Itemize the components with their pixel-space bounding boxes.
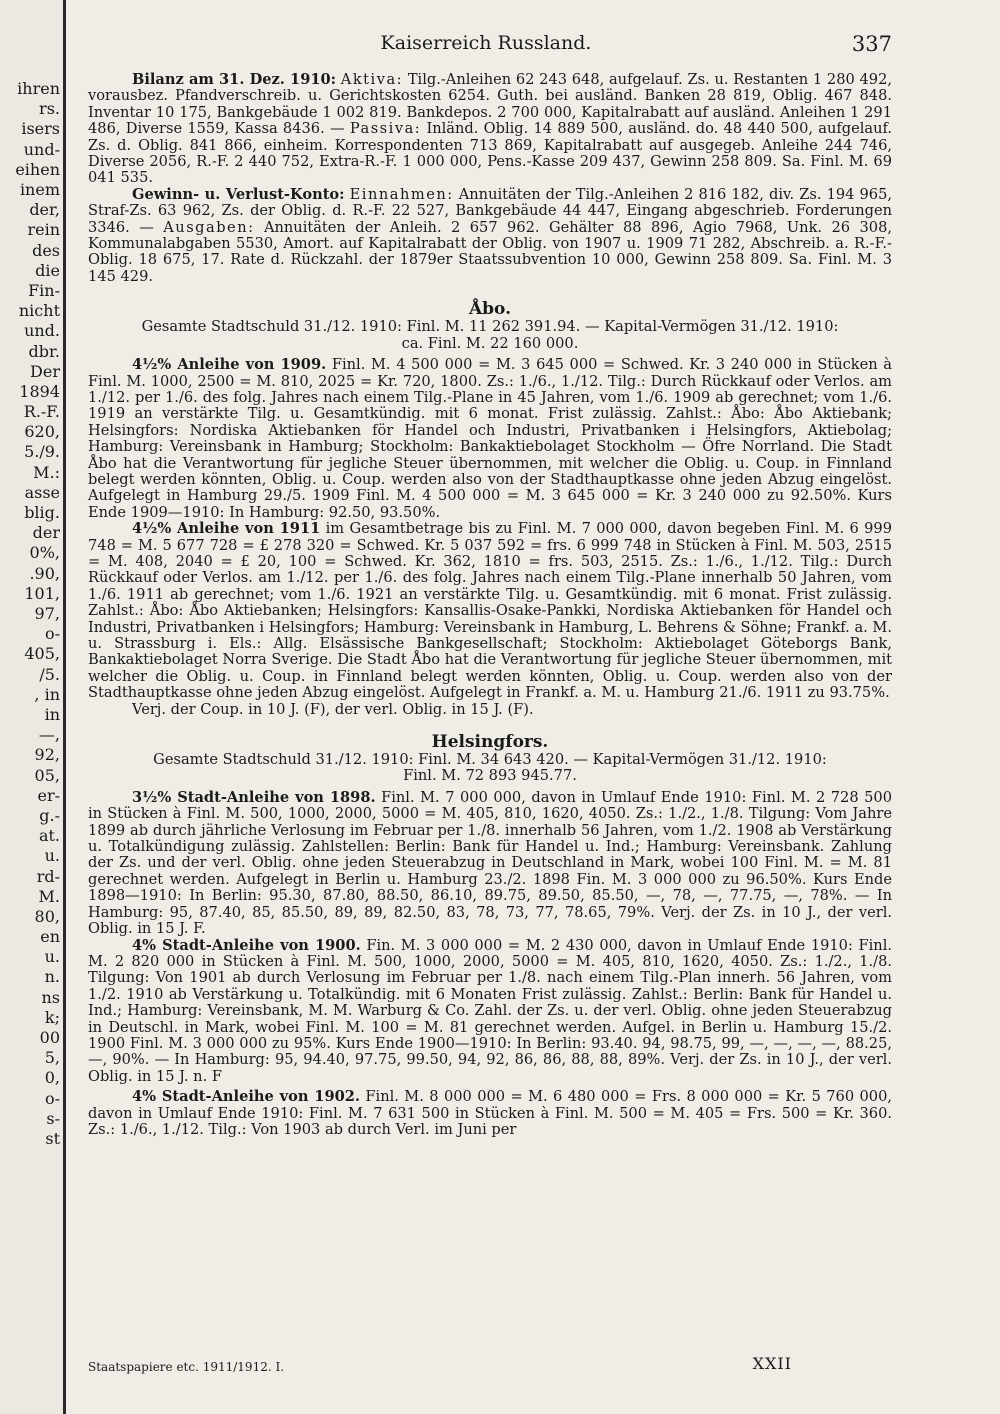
helsingfors-loan-1902-lead: 4% Stadt-Anleihe von 1902. [132, 1088, 360, 1106]
previous-page-fragment: und- [23, 139, 60, 159]
passiva-label: Passiva: [349, 120, 422, 138]
bilanz-aktiva-text: Tilg.-Anleihen 62 243 648, aufgelauf. Zs. u. Restanten 1 280 492, vorausbez. Pfandverschreib. u. Gerichtskosten 6254. Guth. bei ausländ. Banken 28 819, Oblig. 467 848. Inventar 10 175, Bankgebäude 1 002 819. Bankdepos. 2 700 000, Kapitalrabatt auf ausländ. Anleihen 1 291 486, Diverse 1559, Kassa 8436. — [88, 71, 893, 138]
previous-page-fragment: g.- [39, 805, 60, 825]
page-content [88, 72, 892, 1138]
footer-sheet-mark: XXII [752, 1354, 792, 1373]
page-footer [88, 1354, 892, 1378]
gewinn-einnahmen-text: Annuitäten der Tilg.-Anleihen 2 816 182, div. Zs. 194 965, Straf-Zs. 63 962, Zs. der Oblig. d. R.-F. 22 527, Bankgebäude 44 447, Eingang abgeschrieb. Forderungen 3346. — [88, 185, 892, 236]
bilanz-lead: Bilanz am 31. Dez. 1910: [132, 71, 337, 88]
previous-page-fragment: u. [44, 947, 60, 967]
abo-debt-line-1: Gesamte Stadtschuld 31./12. 1910: Finl. M. 11 262 391.94. — Kapital-Vermögen 31./12. 1910: [141, 318, 839, 336]
abo-loan-1911 [88, 521, 892, 701]
previous-page-fragment: eihen [15, 159, 60, 179]
previous-page-fragment: 620, [24, 422, 60, 442]
previous-page-fragment: 05, [34, 765, 60, 785]
helsingfors-debt-line-2: Finl. M. 72 893 945.77. [403, 767, 577, 785]
previous-page-fragment: ns [41, 987, 60, 1007]
previous-page-fragment: .90, [29, 563, 60, 583]
previous-page-fragment: inem [19, 179, 60, 199]
helsingfors-loan-1900-lead: 4% Stadt-Anleihe von 1900. [132, 936, 361, 954]
bilanz-paragraph [88, 72, 892, 187]
previous-page-fragment: M. [38, 886, 60, 906]
previous-page-fragment: o- [44, 624, 60, 644]
helsingfors-loan-1898 [88, 790, 892, 938]
city-heading-helsingfors: Helsingfors. [431, 732, 549, 753]
running-header [80, 32, 892, 56]
previous-page-fragment: er- [37, 785, 60, 805]
previous-page-fragment: —, [38, 725, 60, 745]
aktiva-label: Aktiva: [340, 71, 404, 88]
page-gutter-divider [63, 0, 66, 1414]
gewinn-lead: Gewinn- u. Verlust-Konto: [132, 185, 345, 203]
abo-loan-1911-lead: 4½% Anleihe von 1911 [132, 520, 321, 538]
abo-debt-line-2: ca. Finl. M. 22 160 000. [401, 334, 579, 352]
previous-page-fragment: isers [21, 119, 60, 139]
previous-page-fragment: blig. [24, 503, 60, 523]
previous-page-fragment: des [32, 240, 60, 260]
previous-page-fragment: , in [34, 684, 60, 704]
previous-page-fragment: ihren [17, 79, 60, 98]
helsingfors-loan-1900-text: Fin. M. 3 000 000 = M. 2 430 000, davon in Umlauf Ende 1910: Finl. M. 2 820 000 in Stücken à Finl. M. 500, 1000, 2000, 5000 = M. 405, 810, 1620, 4050. Zs.: 1./2., 1./8. Tilgung: Von 1901 ab durch Verlosung im Februar per 1./8. nach einem Tilg.-Plan innerh. 56 Jahren, vom 1./2. 1910 ab Verstärkung u. Totalkündig. mit 6 Monaten Frist zulässig. Zahlst.: Berlin: Bank für Handel u. Ind.; Hamburg: Vereinsbank, M. M. Warburg & Co. Zahl. der Zs. u. der verl. Oblig. ohne jeden Steuerabzug in Deutschl. in Mark, wobei Finl. M. 100 = M. 81 gerechnet werden. Aufgel. in Berlin u. Hamburg 15./2. 1900 Finl. M. 3 000 000 zu 95%. Kurs Ende 1900—1910: In Berlin: 93.40. 94, 98.75, 99, —, —, —, —, 88.25, —, 90%. — In Hamburg: 95, 94.40, 97.75, 99.50, 94, 92, 86, 86, 88, 88, 89%. Verj. der Zs. in 10 J., der verl. Oblig. in 15 J. n. F [88, 936, 892, 1085]
abo-loan-1909-text: Finl. M. 4 500 000 = M. 3 645 000 = Schwed. Kr. 3 240 000 in Stücken à Finl. M. 1000, 2500 = M. 810, 2025 = Kr. 720, 1800. Zs.: 1./6., 1./12. Tilg.: Durch Rückkauf oder Verlos. am 1./12. per 1./6. des folg. Jahres nach einem Tilg.-Plane in 45 Jahren, vom 1./6. 1909 ab gerechnet; vom 1./6. 1919 an verstärkte Tilg. u. Gesamtkündig. mit 6 monat. Frist zulässig. Zahlst.: Åbo: Åbo Aktiebank; Helsingfors: Nordiska Aktiebanken för Handel och Industri, Privatbanken i Helsingfors, Aktiebolag; Hamburg: Vereinsbank in Hamburg; Stockholm: Bankaktiebolaget Stockholm — Öfre Norrland. Die Stadt Åbo hat die Verantwortung für jegliche Steuer übernommen, mit welcher die Oblig. u. Coup. in Finnland belegt werden könnten, Oblig. u. Coup. werden also von der Stadthauptkasse ohne jeden Abzug eingelöst. Aufgelegt in Hamburg 29./5. 1909 Finl. M. 4 500 000 = M. 3 645 000 = Kr. 3 240 000 zu 92.50%. Kurs Ende 1909—1910: In Hamburg: 92.50, 93.50%. [88, 356, 893, 521]
previous-page-fragment: st [45, 1129, 60, 1148]
previous-page-fragment: 80, [34, 906, 60, 926]
previous-page-fragment: 97, [34, 604, 60, 623]
previous-page-fragment: at. [38, 826, 60, 846]
ausgaben-label: Ausgaben: [163, 218, 255, 236]
helsingfors-loan-1902-text: Finl. M. 8 000 000 = M. 6 480 000 = Frs. 8 000 000 = Kr. 5 760 000, davon in Umlauf Ende 1910: Finl. M. 7 631 500 in Stücken à Finl. M. 500 = M. 405 = Frs. 500 = Kr. 360. Zs.: 1./6., 1./12. Tilg.: Von 1903 ab durch Verl. im Juni per [88, 1088, 893, 1138]
city-heading-abo: Åbo. [468, 299, 512, 320]
previous-page-fragment: en [40, 927, 60, 947]
footer-signature-line: Staatspapiere etc. 1911/1912. I. [88, 1360, 285, 1374]
page [80, 0, 980, 1414]
previous-page-fragment: 405, [24, 644, 60, 664]
running-title: Kaiserreich Russland. [380, 32, 592, 54]
previous-page-fragment: der [32, 523, 60, 543]
previous-page-fragment: die [35, 260, 60, 280]
previous-page-fragment: 5, [44, 1048, 60, 1068]
abo-loan-1909 [88, 357, 892, 521]
previous-page-fragment: u. [44, 846, 60, 866]
previous-page-fragment: der, [29, 200, 60, 220]
previous-page-fragment: nicht [18, 301, 60, 321]
previous-page-fragment: 101, [24, 583, 60, 603]
abo-loan-1909-lead: 4½% Anleihe von 1909. [132, 356, 327, 374]
helsingfors-loan-1902 [88, 1089, 892, 1138]
previous-page-fragment: rein [27, 220, 60, 240]
einnahmen-label: Einnahmen: [349, 185, 454, 203]
abo-loan-1911-text: im Gesamtbetrage bis zu Finl. M. 7 000 000, davon begeben Finl. M. 6 999 748 = M. 5 677 728 = £ 278 320 = Schwed. Kr. 5 037 592 = frs. 6 999 748 in Stücken à Finl. M. 503, 2515 = M. 408, 2040 = £ 20, 100 = Schwed. Kr. 362, 1810 = frs. 503, 2515. Zs.: 1./6., 1./12. Tilg.: Durch Rückkauf oder Verlos. am 1./12. per 1./6. des folg. Jahres nach einem Tilg.-Plane innerhalb 50 Jahren, vom 1./6. 1911 ab gerechnet; vom 1./6. 1921 an verstärkte Tilg. u. Gesamtkündig. mit 6 monat. Frist zulässig. Zahlst.: Åbo: Åbo Aktiebanken; Helsingfors: Kansallis-Osake-Pankki, Nordiska Aktiebanken för Handel och Industri, Privatbanken i Helsingfors; Hamburg: Vereinsbank in Hamburg, L. Behrens & Söhne; Frankf. a. M. u. Strassburg i. Els.: Allg. Elsässische Bankgesellschaft; Stockholm: Aktiebolaget Göteborgs Bank, Bankaktiebolaget Norra Sverige. Die Stadt Åbo hat die Verantwortung für jegliche Steuer übernommen, mit welcher die Oblig. u. Coup. in Finnland belegt werden könnten, Oblig. u. Coup. werden also von der Stadthauptkasse ohne jeden Abzug eingelöst. Aufgelegt in Frankf. a. M. u. Hamburg 21./6. 1911 zu 93.75%. [88, 520, 893, 702]
previous-page-fragment: asse [24, 482, 60, 502]
gewinn-paragraph [88, 187, 892, 285]
previous-page-fragment: M.: [33, 462, 60, 482]
abo-verjaehrung: Verj. der Coup. in 10 J. (F), der verl. Oblig. in 15 J. (F). [132, 700, 534, 718]
previous-page-fragment: und. [24, 321, 60, 341]
gewinn-ausgaben-text: Annuitäten der Anleih. 2 657 962. Gehälter 88 896, Agio 7968, Unk. 26 308, Kommunalabgaben 5530, Amort. auf Kapitalrabatt der Oblig. von 1907 u. 1909 71 282, Abschreib. a. R.-F.-Oblig. 18 675, 17. Rate d. Rückzahl. der 1879er Staatssubvention 10 000, Gewinn 258 809. Sa. Finl. M. 3 145 429. [88, 218, 892, 285]
previous-page-fragment: in [44, 704, 60, 724]
helsingfors-loan-1900 [88, 938, 892, 1086]
previous-page-fragment: k; [44, 1007, 60, 1027]
previous-page-fragment: /5. [39, 664, 60, 684]
helsingfors-loan-1898-text: Finl. M. 7 000 000, davon in Umlauf Ende 1910: Finl. M. 2 728 500 in Stücken à Finl. M. 500, 1000, 2000, 5000 = M. 405, 810, 1620, 4050. Zs.: 1./2., 1./8. Tilgung: Vom Jahre 1899 ab durch jährliche Verlosung im Februar per 1./8. innerhalb 56 Jahren, vom 1./2. 1908 ab Verstärkung u. Totalkündigung zulässig. Zahlstellen: Berlin: Bank für Handel u. Ind.; Hamburg: Vereinsbank. Zahlung der Zs. und der verl. Oblig. ohne jeden Steuerabzug in Deutschland in Mark, wobei 100 Finl. M. = M. 81 gerechnet werden. Aufgelegt in Berlin u. Hamburg 23./2. 1898 Fin. M. 3 000 000 zu 96.50%. Kurs Ende 1898—1910: In Berlin: 95.30, 87.80, 88.50, 86.10, 89.75, 89.50, 85.50, —, 78, —, 77.75, —, 78%. — In Hamburg: 95, 87.40, 85, 85.50, 89, 89, 82.50, 83, 78, 73, 77, 78.65, 79%. Verj. der Zs. in 10 J., der verl. Oblig. in 15 J. F. [88, 788, 892, 938]
previous-page-fragment: Fin- [28, 280, 60, 300]
previous-page-fragment: Der [30, 361, 60, 381]
previous-page-fragment: n. [44, 967, 60, 987]
page-number: 337 [851, 32, 892, 56]
previous-page-fragment: 92, [34, 745, 60, 765]
previous-page-fragment: o- [44, 1088, 60, 1108]
previous-page-fragment: R.-F. [23, 402, 60, 422]
previous-page-fragment: dbr. [28, 341, 60, 361]
previous-page-fragment: s- [46, 1108, 60, 1128]
helsingfors-debt-line-1: Gesamte Stadtschuld 31./12. 1910: Finl. M. 34 643 420. — Kapital-Vermögen 31./12. 1910: [153, 751, 827, 769]
previous-page-fragment: rd- [36, 866, 60, 886]
previous-page-fragment: 00 [39, 1028, 60, 1048]
previous-page-fragment: 5./9. [24, 442, 60, 462]
previous-page-fragment: 1894 [19, 381, 60, 401]
helsingfors-loan-1898-lead: 3½% Stadt-Anleihe von 1898. [132, 788, 376, 806]
previous-page-fragment: 0%, [29, 543, 60, 563]
previous-page-fragment: rs. [39, 99, 60, 119]
previous-page-margin [0, 0, 64, 1414]
previous-page-fragment: 0, [44, 1068, 60, 1088]
bilanz-passiva-text: Inländ. Oblig. 14 889 500, ausländ. do. 48 440 500, aufgelauf. Zs. d. Oblig. 841 866, einheim. Korrespondenten 713 869, Kapitalrabatt auf ausgegeb. Anleihe 244 746, Diverse 2056, R.-F. 2 440 752, Extra-R.-F. 1 000 000, Pens.-Kasse 209 437, Gewinn 258 809. Sa. Finl. M. 69 041 535. [88, 120, 893, 187]
